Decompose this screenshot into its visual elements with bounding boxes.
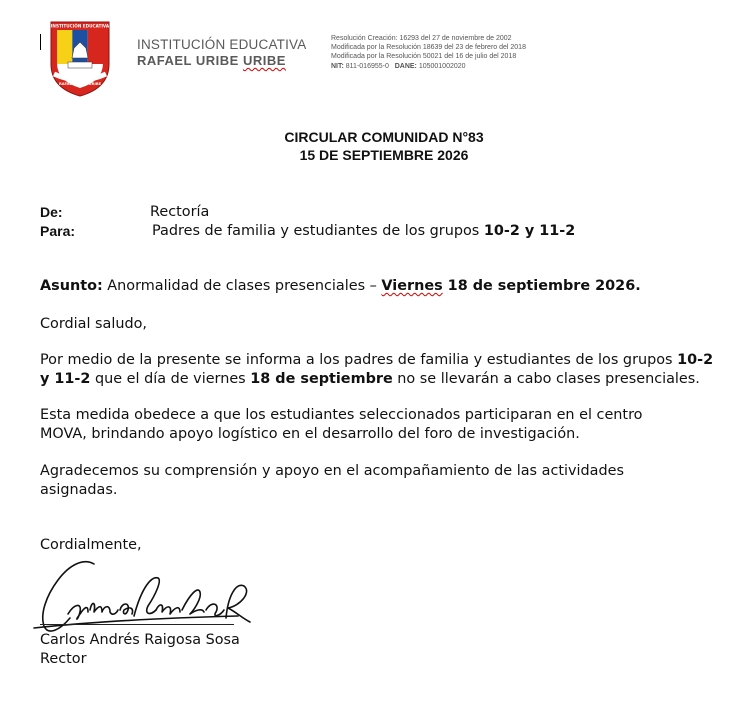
to-value <box>152 222 575 240</box>
paragraph3-line1: Agradecemos su comprensión y apoyo en el acompañamiento de las actividades <box>40 463 624 479</box>
institution-name-line2 <box>137 53 286 68</box>
nit-value: 811-016955-0 <box>343 62 395 70</box>
subject-line <box>40 277 641 295</box>
subject-label: Asunto: <box>40 278 103 294</box>
subject-date: 18 de septiembre 2026. <box>442 278 641 294</box>
to-groups: 10-2 y 11-2 <box>483 223 576 239</box>
paragraph1-date: 18 de septiembre <box>250 371 393 387</box>
dane-value: 105001002020 <box>416 62 466 70</box>
institution-name-line1: INSTITUCIÓN EDUCATIVA <box>137 37 307 52</box>
paragraph1-group: y 11-2 <box>40 371 91 387</box>
from-label: De: <box>40 204 63 220</box>
institution-name-part: RAFAEL URIBE <box>137 53 243 68</box>
to-label: Para: <box>40 223 76 239</box>
handwritten-signature <box>30 556 254 640</box>
nit-label: NIT: <box>331 62 344 70</box>
subject-day: Viernes <box>381 278 443 294</box>
logo-top-lettering: INSTITUCIÓN EDUCATIVA <box>50 23 110 29</box>
paragraph3-line2: asignadas. <box>40 482 118 498</box>
resolution-line: Modificada por la Resolución 50021 del 16 de julio del 2018 <box>331 53 517 61</box>
closing: Cordialmente, <box>40 537 142 553</box>
signer-role: Rector <box>40 651 87 667</box>
resolutions-block <box>331 34 526 71</box>
signature-line <box>40 624 234 625</box>
paragraph1-text: Por medio de la presente se informa a los padres de familia y estudiantes de los grupos <box>40 352 678 368</box>
spellcheck-word: URIBE <box>242 53 286 68</box>
paragraph2-line1: Esta medida obedece a que los estudiantes seleccionados participaran en el centro <box>40 407 643 423</box>
signer-name: Carlos Andrés Raigosa Sosa <box>40 632 240 648</box>
resolution-line: Modificada por la Resolución 18639 del 23 de febrero del 2018 <box>331 44 526 52</box>
dane-label: DANE: <box>394 62 417 70</box>
text-cursor <box>40 34 41 50</box>
circular-title: CIRCULAR COMUNIDAD N°83 <box>284 129 484 145</box>
from-value: Rectoría <box>150 204 210 220</box>
paragraph1-line1 <box>40 351 713 369</box>
resolution-line: Resolución Creación: 16293 del 27 de noviembre de 2002 <box>331 35 512 42</box>
paragraph1-line2 <box>40 370 700 388</box>
paragraph2-line2: MOVA, brindando apoyo logístico en el desarrollo del foro de investigación. <box>40 426 580 442</box>
circular-date: 15 DE SEPTIEMBRE 2026 <box>299 147 469 163</box>
institution-logo <box>48 18 112 98</box>
subject-text: Anormalidad de clases presenciales – <box>102 278 382 294</box>
logo-bottom-lettering: RAFAEL URIBE URIBE <box>58 82 102 86</box>
to-value-text: Padres de familia y estudiantes de los grupos <box>152 223 484 239</box>
paragraph1-text: no se llevarán a cabo clases presenciales. <box>392 371 700 387</box>
nit-dane-line <box>331 62 526 71</box>
paragraph1-text: que el día de viernes <box>90 371 251 387</box>
greeting: Cordial saludo, <box>40 316 147 332</box>
paragraph1-group: 10-2 <box>677 352 714 368</box>
